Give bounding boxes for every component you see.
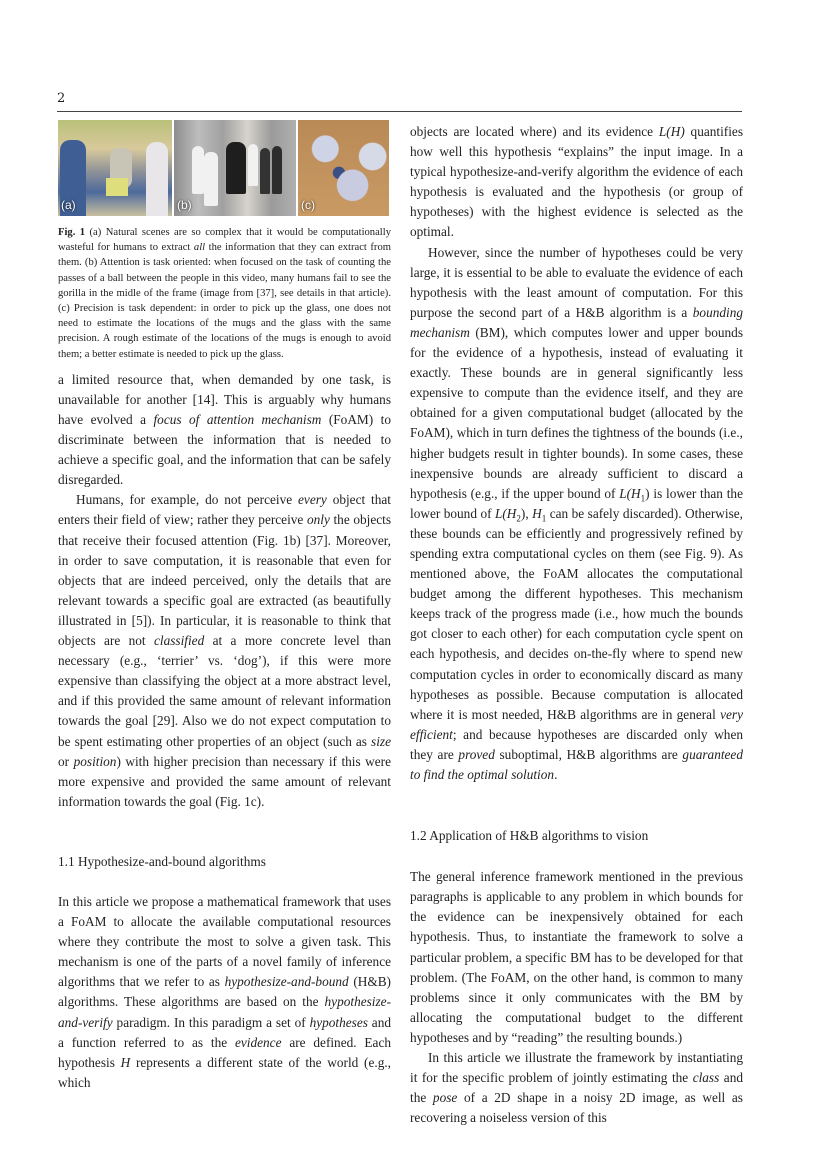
paragraph: Humans, for example, do not perceive every object that enters their field of view; rather they perceive only the objects that receive their focused attention (Fig. 1b) [37]. Moreover, in order to save computation, it is reasonable that even for objects that are indeed perceived, only the details that are relevant towards a specific goal are extracted (as beautifully illustrated in [5]). In particular, it is reasonable to think that objects are not classified at a more concrete level than necessary (e.g., ‘terrier’ vs. ‘dog’), if this were more expensive than classifying the object at a more abstract level, and if this provided the same amount of relevant information towards the goal [29]. Also we do not expect computation to be spent estimating other properties of an object (such as size or position) with higher precision than necessary if this were more expensive and provided the same amount of relevant information towards the goal (Fig. 1c). (58, 492, 391, 809)
header-rule (57, 111, 742, 112)
figure-1 (58, 120, 391, 362)
paragraph: In this article we propose a mathematical framework that uses a FoAM to allocate the available computational resources where they contribute the most to solve a given task. This mechanism is one of the parts of a novel family of inference algorithms that we refer to as hypothesize-and-bound (H&B) algorithms. These algorithms are based on the hypothesize-and-verify paradigm. In this paradigm a set of hypotheses and a function referred to as the evidence are defined. Each hypothesis H represents a different state of the world (e.g., which (58, 893, 391, 1090)
panel-label-c: (c) (301, 197, 315, 212)
figure-panel-a-image (58, 120, 172, 216)
gorilla-figure (226, 142, 246, 194)
right-column (410, 122, 743, 1128)
figure-images (58, 120, 391, 216)
paragraph: In this article we illustrate the framework by instantiating it for the specific problem of jointly estimating the class and the pose of a 2D shape in a noisy 2D image, as well as recovering a noiseless version of this (410, 1050, 743, 1126)
figure-panel-b-image (174, 120, 296, 216)
paragraph: The general inference framework mentioned in the previous paragraphs is applicable to any problem in which bounds for the evidence can be inexpensively obtained for each hypothesis. Thus, to instantiate the framework to solve a particular problem, a specific BM has to be developed for that problem. (The FoAM, on the other hand, is common to many problems since it only communicates with the BM by allocating the computational budget to the different hypotheses and by “reading” the resulting bounds.) (410, 869, 743, 1045)
figure-caption: Fig. 1 (a) Natural scenes are so complex that it would be computationally wasteful for humans to extract all the information that they can extract from them. (b) Attention is task oriented: when focused on the task of counting the passes of a ball between the people in this video, many humans fail to see the gorilla in the midle of the frame (image from [37], see details in that article). (c) Precision is task dependent: in order to pick up the glass, one does not need to estimate the locations of the mugs and the glass with the same precision. A rough estimate of the locations of the mugs is enough to avoid them; a better estimate is needed to pick up the glass. (58, 227, 391, 360)
paragraph: objects are located where) and its evidence L(H) quantifies how well this hypothesis “explains” the input image. In a typical hypothesize-and-verify algorithm the evidence of each hypothesis is evaluated and the hypothesis (or group of hypotheses) with the highest evidence is selected as the optimal. (410, 124, 743, 240)
panel-label-b: (b) (177, 197, 192, 212)
paragraph: a limited resource that, when demanded by one task, is unavailable for another [14]. This is arguably why humans have evolved a focus of attention mechanism (FoAM) to discriminate between the information that is needed to achieve a specific goal, and the information that can be safely disregarded. (58, 371, 391, 488)
panel-label-a: (a) (61, 197, 76, 212)
figure-panel-c-image (298, 120, 389, 216)
left-column (58, 120, 391, 1093)
paragraph: However, since the number of hypotheses could be very large, it is essential to be able to evaluate the evidence of each hypothesis with the least amount of computation. For this purpose the second part of a H&B algorithm is a bounding mechanism (BM), which computes lower and upper bounds for the evidence of a hypothesis, instead of evaluating it exactly. These bounds are in general significantly less expensive to compute than the evidence itself, and they are obtained for a given computational budget (allocated by the FoAM), which in turn defines the tightness of the bounds (i.e., higher budgets result in tighter bounds). In some cases, these inexpensive bounds are already sufficient to discard a hypothesis (e.g., if the upper bound of $L(H_1)$ is lower than the lower bound of $L(H_2)$, $H_1$ can be safely discarded). Otherwise, these bounds can be efficiently and progressively refined by spending extra computational cycles on them (see Fig. 9). As mentioned above, the FoAM allocates the computational budget among the different hypotheses. This mechanism keeps track of the progress made (i.e., how much the bounds got closer to each other) for each computation cycle spent on each hypothesis, and decides on-the-fly where to spend new computation cycles in order to economically discard as many hypotheses as possible. Because computation is allocated where it is most needed, H&B algorithms are in general very efficient; and because hypotheses are discarded only when they are proved suboptimal, H&B algorithms are guaranteed to find the optimal solution. (410, 244, 743, 782)
page-number: 2 (57, 91, 66, 106)
figure-label: Fig. 1 (58, 227, 86, 238)
section-heading-1-1: 1.1 Hypothesize-and-bound algorithms (58, 853, 266, 869)
section-heading-1-2: 1.2 Application of H&B algorithms to vision (410, 828, 649, 844)
